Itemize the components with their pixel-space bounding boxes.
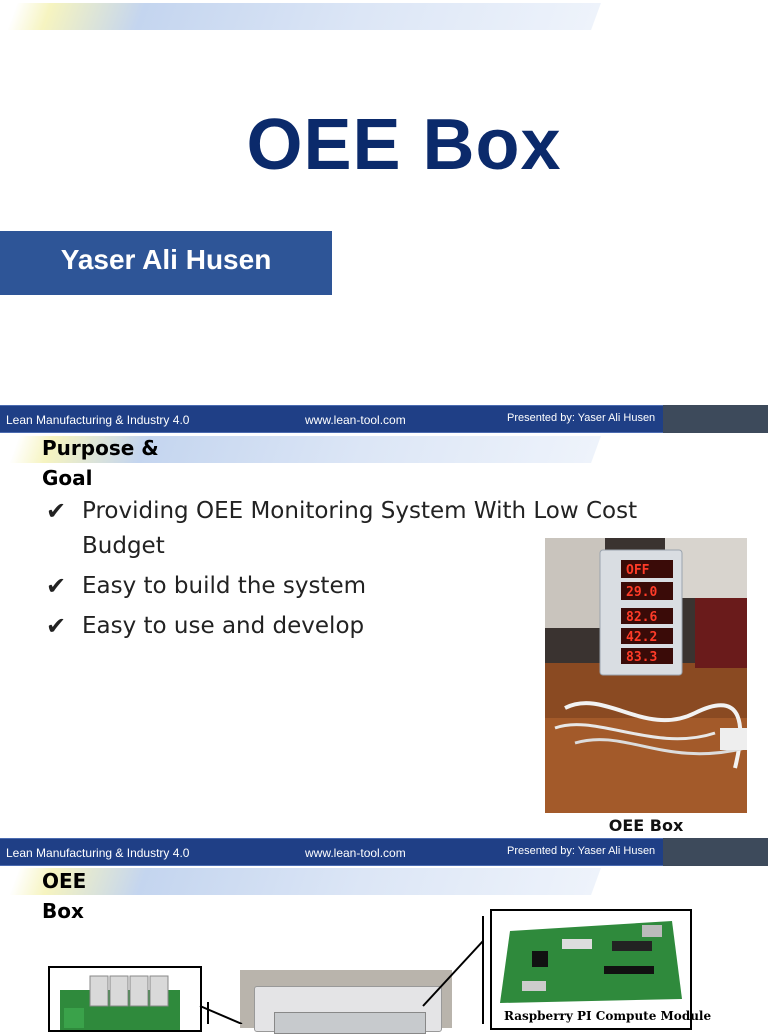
photo-caption: OEE Box (608, 816, 684, 835)
raspberry-pi-caption: Raspberry PI Compute Module (504, 1009, 712, 1023)
led-readout: 83.3 (626, 650, 658, 665)
connector-line (200, 1006, 242, 1024)
led-readout: 82.6 (626, 610, 658, 625)
footer-website-link[interactable]: www.lean-tool.com (305, 413, 406, 427)
check-icon: ✔ (46, 572, 67, 600)
bullet-text: Easy to use and develop (82, 613, 365, 639)
footer-website-link[interactable]: www.lean-tool.com (305, 846, 406, 860)
section-heading-line2: Box (42, 899, 84, 923)
connector-line (423, 941, 483, 1006)
section-heading-line2: Goal (42, 466, 93, 490)
footer-presenter-text: Presented by: Yaser Ali Husen (507, 412, 656, 424)
led-readout: 42.2 (626, 630, 658, 645)
section-heading-line1: OEE (42, 869, 87, 893)
check-icon: ✔ (46, 497, 67, 525)
author-name: Yaser Ali Husen (60, 244, 272, 275)
footer-left-text: Lean Manufacturing & Industry 4.0 (6, 846, 190, 860)
check-icon: ✔ (46, 612, 67, 640)
section-heading-line1: Purpose & (42, 436, 159, 460)
led-readout: OFF (626, 563, 650, 578)
slide-title: OEE Box (246, 105, 562, 185)
bullet-text: Easy to build the system (82, 573, 367, 599)
led-readout: 29.0 (626, 585, 658, 600)
footer-left-text: Lean Manufacturing & Industry 4.0 (6, 413, 190, 427)
bullet-text: Providing OEE Monitoring System With Low Cost Budget (82, 498, 638, 559)
footer-presenter-text: Presented by: Yaser Ali Husen (507, 845, 656, 857)
